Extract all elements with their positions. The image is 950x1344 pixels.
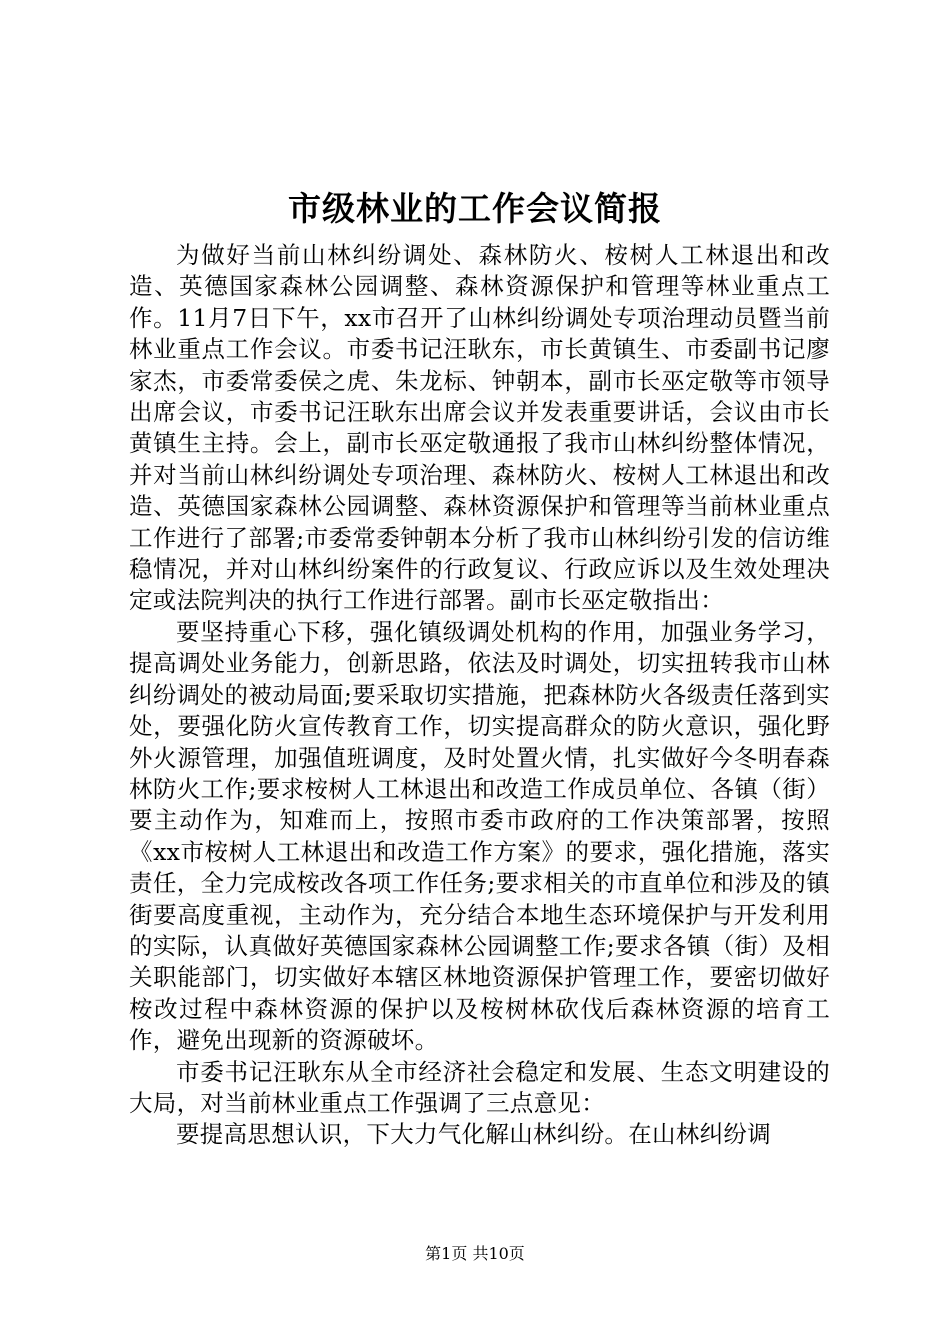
paragraph-4: 要提高思想认识，下大力气化解山林纠纷。在山林纠纷调 <box>176 1120 771 1149</box>
paragraph-3: 市委书记汪耿东从全市经济社会稳定和发展、生态文明建设的大局，对当前林业重点工作强调了三点意见： <box>129 1057 830 1117</box>
document-body <box>129 240 830 1151</box>
page-footer: 第1页 共10页 <box>425 1244 525 1263</box>
document-title: 市级林业的工作会议简报 <box>288 189 662 228</box>
paragraph-1: 为做好当前山林纠纷调处、森林防火、桉树人工林退出和改造、英德国家森林公园调整、森林资源保护和管理等林业重点工作。11月7日下午，xx市召开了山林纠纷调处专项治理动员暨当前林业重点工作会议。市委书记汪耿东，市长黄镇生、市委副书记廖家杰，市委常委侯之虎、朱龙标、钟朝本，副市长巫定敬等市领导出席会议，市委书记汪耿东出席会议并发表重要讲话，会议由市长黄镇生主持。会上，副市长巫定敬通报了我市山林纠纷整体情况，并对当前山林纠纷调处专项治理、森林防火、桉树人工林退出和改造、英德国家森林公园调整、森林资源保护和管理等当前林业重点工作进行了部署;市委常委钟朝本分析了我市山林纠纷引发的信访维稳情况，并对山林纠纷案件的行政复议、行政应诉以及生效处理决定或法院判决的执行工作进行部署。副市长巫定敬指出： <box>129 241 830 615</box>
paragraph-2: 要坚持重心下移，强化镇级调处机构的作用，加强业务学习，提高调处业务能力，创新思路，依法及时调处，切实扭转我市山林纠纷调处的被动局面;要采取切实措施，把森林防火各级责任落到实处，要强化防火宣传教育工作，切实提高群众的防火意识，强化野外火源管理，加强值班调度，及时处置火情，扎实做好今冬明春森林防火工作;要求桉树人工林退出和改造工作成员单位、各镇（街）要主动作为，知难而上，按照市委市政府的工作决策部署，按照《xx市桉树人工林退出和改造工作方案》的要求，强化措施，落实责任，全力完成桉改各项工作任务;要求相关的市直单位和涉及的镇街要高度重视，主动作为，充分结合本地生态环境保护与开发利用的实际，认真做好英德国家森林公园调整工作;要求各镇（街）及相关职能部门，切实做好本辖区林地资源保护管理工作，要密切做好桉改过程中森林资源的保护以及桉树林砍伐后森林资源的培育工作，避免出现新的资源破坏。 <box>129 617 830 1055</box>
